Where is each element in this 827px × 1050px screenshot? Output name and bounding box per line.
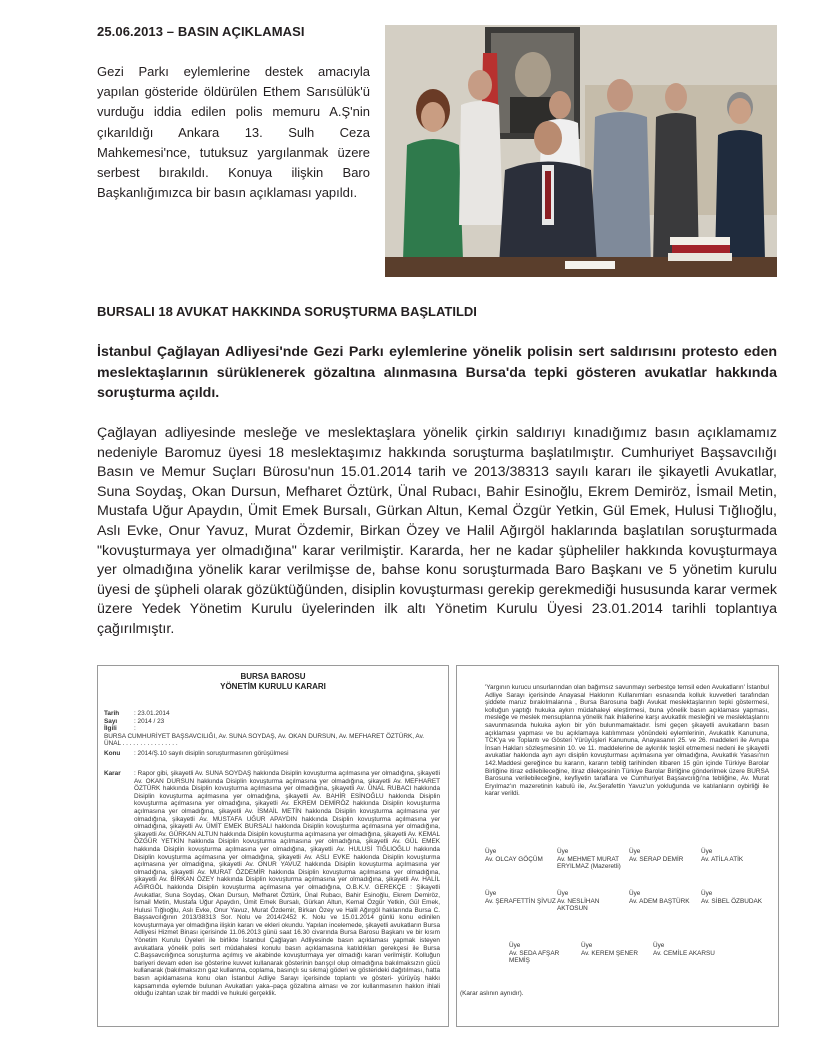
signature-role: Üye — [701, 848, 713, 855]
meta-row-tarih — [104, 710, 440, 718]
meta-row-sayi — [104, 718, 440, 726]
meta-ilgili-line: BURSA CUMHURİYET BAŞSAVCILIĞI, Av. SUNA SOYDAŞ, Av. OKAN DURSUN, Av. MEFHARET ÖZTÜRK, Av. ÜNAL . . . . . . . . . . . . . . . . — [104, 732, 425, 748]
signature-role: Üye — [629, 890, 641, 897]
signature-block — [557, 848, 629, 871]
signature-block — [629, 890, 701, 913]
signature-block — [509, 942, 581, 965]
decision-continuation-text: 'Yargının kurucu unsurlarından olan bağımsız savunmayı serbestçe temsil eden Avukatların' İstanbul Adliye Sarayı içerisinde Anayasal Hakkının Kullanımları esnasında kolluk kuvvetleri tarafından şiddete maruz bırakılmalarına , Bursa Barosuna bağlı Avukat meslektaşlarının tepki göstermesi, kolluğun yaptığı hukuka aykırı müdahaleyi eleştirmesi, buna yönelik basın açıklaması yapması, mesleğe ve meslek mensuplarına yönelik hak ihlallerine karşı avukatlık mesleğini ve meslektaşlarını savunmasında hukuka aykırı bir yön bulunmamaktadır. İsmi geçen şikayetli avukatların basın açıklaması yapması ve bu açıklamaya katılımması yönündeki eylemlerinin, Avukatlık Kanununa, TCK'ya ve Toplantı ve Gösteri Yürüyüşleri Kanununa, Anayasanın 25. ve 26. maddeleri ile Avrupa İnsan Hakları sözleşmesinin 10. ve 11. maddelerine de aykırılık teşkil etmemesi nedeni ile şikayetli avukatlar hakkında ayrı ayrı disiplin kovuşturması açılmasına yer olmadığına, Avukatlık Yasası'nın 142.Maddesi gereğince bu kararın, kararın tebliğ tarihinden itibaren 15 gün içinde Türkiye Barolar Birliğine itiraz edilebileceğine, itiraz dilekçesinin Türkiye Barolar Birliğine gönderilmek üzere BURSA Barosuna verilebileceğine, keyfiyetin taraflara ve Cumhuriyet Başsavcılığı'na tebliğine, Av. Murat Eryılmaz'ın mazeretinin kabulü ile, Av.Şerafettin Yavuz'un yokluğunda ve katılanların oybirliği ile karar verildi. — [485, 684, 769, 798]
karar-label: Karar — [104, 770, 121, 777]
board-decision-document-right — [456, 665, 779, 1027]
meta-sayi-value: : 2014 / 23 — [134, 717, 165, 725]
signature-name: Av. ŞERAFETTİN ŞİVUZ — [485, 897, 556, 905]
signature-role: Üye — [653, 942, 665, 949]
signature-block — [701, 890, 773, 913]
meta-sayi-label: Sayı — [104, 717, 118, 725]
signature-name: Av. NESLİHAN AKTOSUN — [557, 897, 600, 913]
signature-block — [581, 942, 653, 965]
signature-name: Av. SERAP DEMİR — [629, 855, 684, 863]
meta-ilgili-value: : — [134, 725, 136, 733]
document-title-bar: BURSA BAROSU — [240, 672, 306, 681]
investigation-body: Çağlayan adliyesinde mesleğe ve meslektaşlara yönelik çirkin saldırıyı kınadığımız basın açıklamamız nedeniyle Baromuz üyesi 18 meslektaşımız hakkında soruşturma başlatılmıştır. Cumhuriyet Başsavcılığı Basın ve Memur Suçları Bürosu'nun 15.01.2014 tarih ve 2013/38313 sayılı kararı ile şikayetli Avukatlar, Suna Soydaş, Okan Dursun, Mefharet Öztürk, Ünal Rubacı, Bahir Esinoğlu, Ekrem Demiröz, İsmail Metin, Mustafa Uğur Apaydın, Ümit Emek Bursalı, Gürkan Altun, Kemal Özgür Yetkin, Gül Emek, Hulusi Tığlıoğlu, Aslı Evke, Onur Yavuz, Murat Özdemir, Birkan Özey ve Halil Ağırgöl haklarında başlatılan soruşturmada "kovuşturmaya yer olmadığına" karar verilmiştir. Kararda, her ne kadar şüpheliler hakkında kovuşturmaya yer olmadığına yönelik karar verilmişse de, bahse konu soruşturmada Baro Başkanı ve 5 yönetim kurulu üyesi de şüpheli olarak gözüktüğünden, disiplin kovuşturması gerekip gerekmediği hususunda karar vermek üzere Yedek Yönetim Kurulu üyelerinden ilk altı Yönetim Kurulu Üyesi 23.01.2014 tarihli toplantıya çağırılmıştır. — [97, 425, 777, 637]
signature-name: Av. OLCAY GÖÇÜM — [485, 855, 543, 863]
signature-role: Üye — [485, 848, 497, 855]
document-meta — [104, 710, 440, 758]
meta-ilgili-label: İlgili — [104, 725, 117, 733]
meta-tarih-value: : 23.01.2014 — [134, 710, 170, 717]
meta-row-ilgili — [104, 725, 440, 733]
signature-name: Av. ADEM BAŞTÜRK — [629, 897, 690, 905]
signature-row-1 — [485, 848, 770, 871]
signature-role: Üye — [509, 942, 521, 949]
press-conference-photo — [385, 25, 777, 277]
signature-row-2 — [485, 890, 770, 913]
signature-block — [629, 848, 701, 871]
karar-section — [104, 770, 440, 998]
signature-role: Üye — [581, 942, 593, 949]
signature-role: Üye — [629, 848, 641, 855]
signature-name: Av. CEMİLE AKARSU — [653, 949, 715, 957]
document-subtitle: YÖNETİM KURULU KARARI — [220, 682, 326, 691]
signature-block — [557, 890, 629, 913]
signature-role: Üye — [485, 890, 497, 897]
signature-block — [485, 848, 557, 871]
investigation-lead: İstanbul Çağlayan Adliyesi'nde Gezi Parkı eylemlerine yönelik polisin sert saldırısını protesto eden meslektaşlarının sürüklenerek gözaltına alınmasına Bursa'da tepki gösteren avukatlar hakkında soruşturma açıldı. — [97, 344, 777, 401]
meta-row-konu — [104, 750, 440, 758]
board-decision-document-left — [97, 665, 449, 1027]
certified-copy-note: (Karar aslının aynıdır). — [460, 990, 524, 997]
press-release-heading: 25.06.2013 – BASIN AÇIKLAMASI — [97, 24, 305, 39]
karar-text: : Rapor gibi, şikayetli Av. SUNA SOYDAŞ hakkında Disiplin kovuşturma açılmasına yer olmadığına, şikayetli Av. OKAN DURSUN hakkında Disiplin kovuşturma açılmasına yer olmadığına, şikayetli Av. MEFHARET ÖZTÜRK hakkında Disiplin kovuşturma açılmasına yer olmadığına, şikayetli Av. ÜNAL RUBACI hakkında Disiplin kovuşturma açılmasına yer olmadığına, şikayetli Av. BAHİR ESİNOĞLU hakkında Disiplin kovuşturma açılmasına yer olmadığına, şikayetli Av. EKREM DEMİRÖZ hakkında Disiplin kovuşturma açılmasına yer olmadığına, şikayetli Av. İSMAİL METİN hakkında Disiplin kovuşturma açılmasına yer olmadığına, şikayetli Av. MUSTAFA UĞUR APAYDIN hakkında Disiplin kovuşturma açılmasına yer olmadığına, şikayetli Av. ÜMİT EMEK BURSALI hakkında Disiplin kovuşturma açılmasına yer olmadığına, şikayetli Av. GÜRKAN ALTUN hakkında Disiplin kovuşturma açılmasına yer olmadığına, şikayetli Av. KEMAL ÖZGÜR YETKİN hakkında Disiplin kovuşturma açılmasına yer olmadığına, şikayetli Av. GÜL EMEK hakkında Disiplin kovuşturma açılmasına yer olmadığına, şikayetli Av. HULUSİ TIĞLIOĞLU hakkında Disiplin kovuşturma açılmasına yer olmadığına, şikayetli Av. ASLI EVKE hakkında Disiplin kovuşturma açılmasına yer olmadığına, şikayetli Av. ONUR YAVUZ hakkında Disiplin kovuşturma açılmasına yer olmadığına, şikayetli Av. MURAT ÖZDEMİR hakkında Disiplin kovuşturma açılmasına yer olmadığına, şikayetli Av. BİRKAN ÖZEY hakkında Disiplin kovuşturma açılmasına yer olmadığına, şikayetli Av. HALİL AĞIRGÖL hakkında Disiplin kovuşturma açılmasına yer olmadığına, O.B.K.V. GEREKÇE : Şikayetli Avukatlar, Suna Soydaş, Okan Dursun, Mefharet Öztürk, Ünal Rubacı, Bahir Esinoğlu, Ekrem Demiröz, İsmail Metin, Mustafa Uğur Apaydın, Ümit Emek Bursalı, Gürkan Altun, Kemal Özgür Yetkin, Gül Emek, Hulusi Tığlıoğlu, Aslı Evke, Onur Yavuz, Murat Özdemir, Birkan Özey ve Halil Ağırgöl haklarında Bursa C. Başsavcılığının 2013/38313 Sor. Nolu ve 2014/2452 K. Nolu ve 15.01.2014 günlü konu edinilen kovuşturmaya yer olmadığına ilişkin kararı ve ekleri okundu. Yapılan incelemede, şikayetli avukatların Bursa Adliyesi Hizmet Binası içerisinde 11.06.2013 günü saat 16.30 civarında Bursa Barosu Başkanı ve bir kısım Yönetim Kurulu Üyeleri ile birlikte İstanbul Çağlayan Adliyesinde basın açıklaması yapmak isteyen avukatlara yönelik polis sert müdahalesi konulu basın açıklamasına katıldıkları gerekçesi ile Bursa C.Başsavcılığınca soruşturma açılmış ve akabinde kovuşturmaya yer olmadığı kararı verilmiştir. Kolluğun bariyeri devam eden ise gösterine kuvvet kullanarak gösterinin barışçıl olup olmadığına bakılmaksızın gücü kullanarak (bakılmaksızın gaz kullanma, coplama, basınçlı su sıkma) göderi ve gösterideki dağıtılması, hatta basın açıklamasına konu olan İstanbul Adliye Sarayı içerisinde toplantı ve gösteri- yürüyüş hakkı kapsamında eylemde bulunan Avukatları yaka–paça gözaltına alması ve zor kullanmasının hakkın ihlali olduğu izahtan uzak bir maddi ve hukuki gerçeklik. — [134, 770, 440, 998]
investigation-heading: BURSALI 18 AVUKAT HAKKINDA SORUŞTURMA BAŞLATILDI — [97, 304, 477, 319]
press-release-paragraph: Gezi Parkı eylemlerine destek amacıyla yapılan gösteride öldürülen Ethem Sarısülük'ü vurduğu iddia edilen polis memuru A.Ş'nin çıkarıldığı Ankara 13. Sulh Ceza Mahkemesi'nce, tutuksuz yargılanmak üzere serbest bırakıldı. Konuya ilişkin Baro Başkanlığımızca bir basın açıklaması yapıldı. — [97, 64, 370, 201]
meta-tarih-label: Tarih — [104, 710, 120, 717]
signature-block — [701, 848, 773, 871]
signature-row-3 — [509, 942, 779, 965]
signature-block — [485, 890, 557, 913]
signature-name: Av. ATİLA ATİK — [701, 855, 744, 863]
signature-role: Üye — [557, 848, 569, 855]
signature-block — [653, 942, 725, 965]
signature-role: Üye — [701, 890, 713, 897]
meta-konu-label: Konu — [104, 749, 121, 757]
signature-name: Av. KEREM ŞENER — [581, 949, 638, 957]
signature-name: Av. SİBEL ÖZBUDAK — [701, 897, 762, 905]
signature-name: Av. MEHMET MURAT ERYILMAZ (Mazeretli) — [557, 855, 621, 871]
meta-konu-value: : 2014/Ş.10 sayılı disiplin soruşturmasının görüşülmesi — [134, 749, 289, 757]
signature-name: Av. SEDA AFŞAR MEMİŞ — [509, 949, 560, 965]
signature-role: Üye — [557, 890, 569, 897]
